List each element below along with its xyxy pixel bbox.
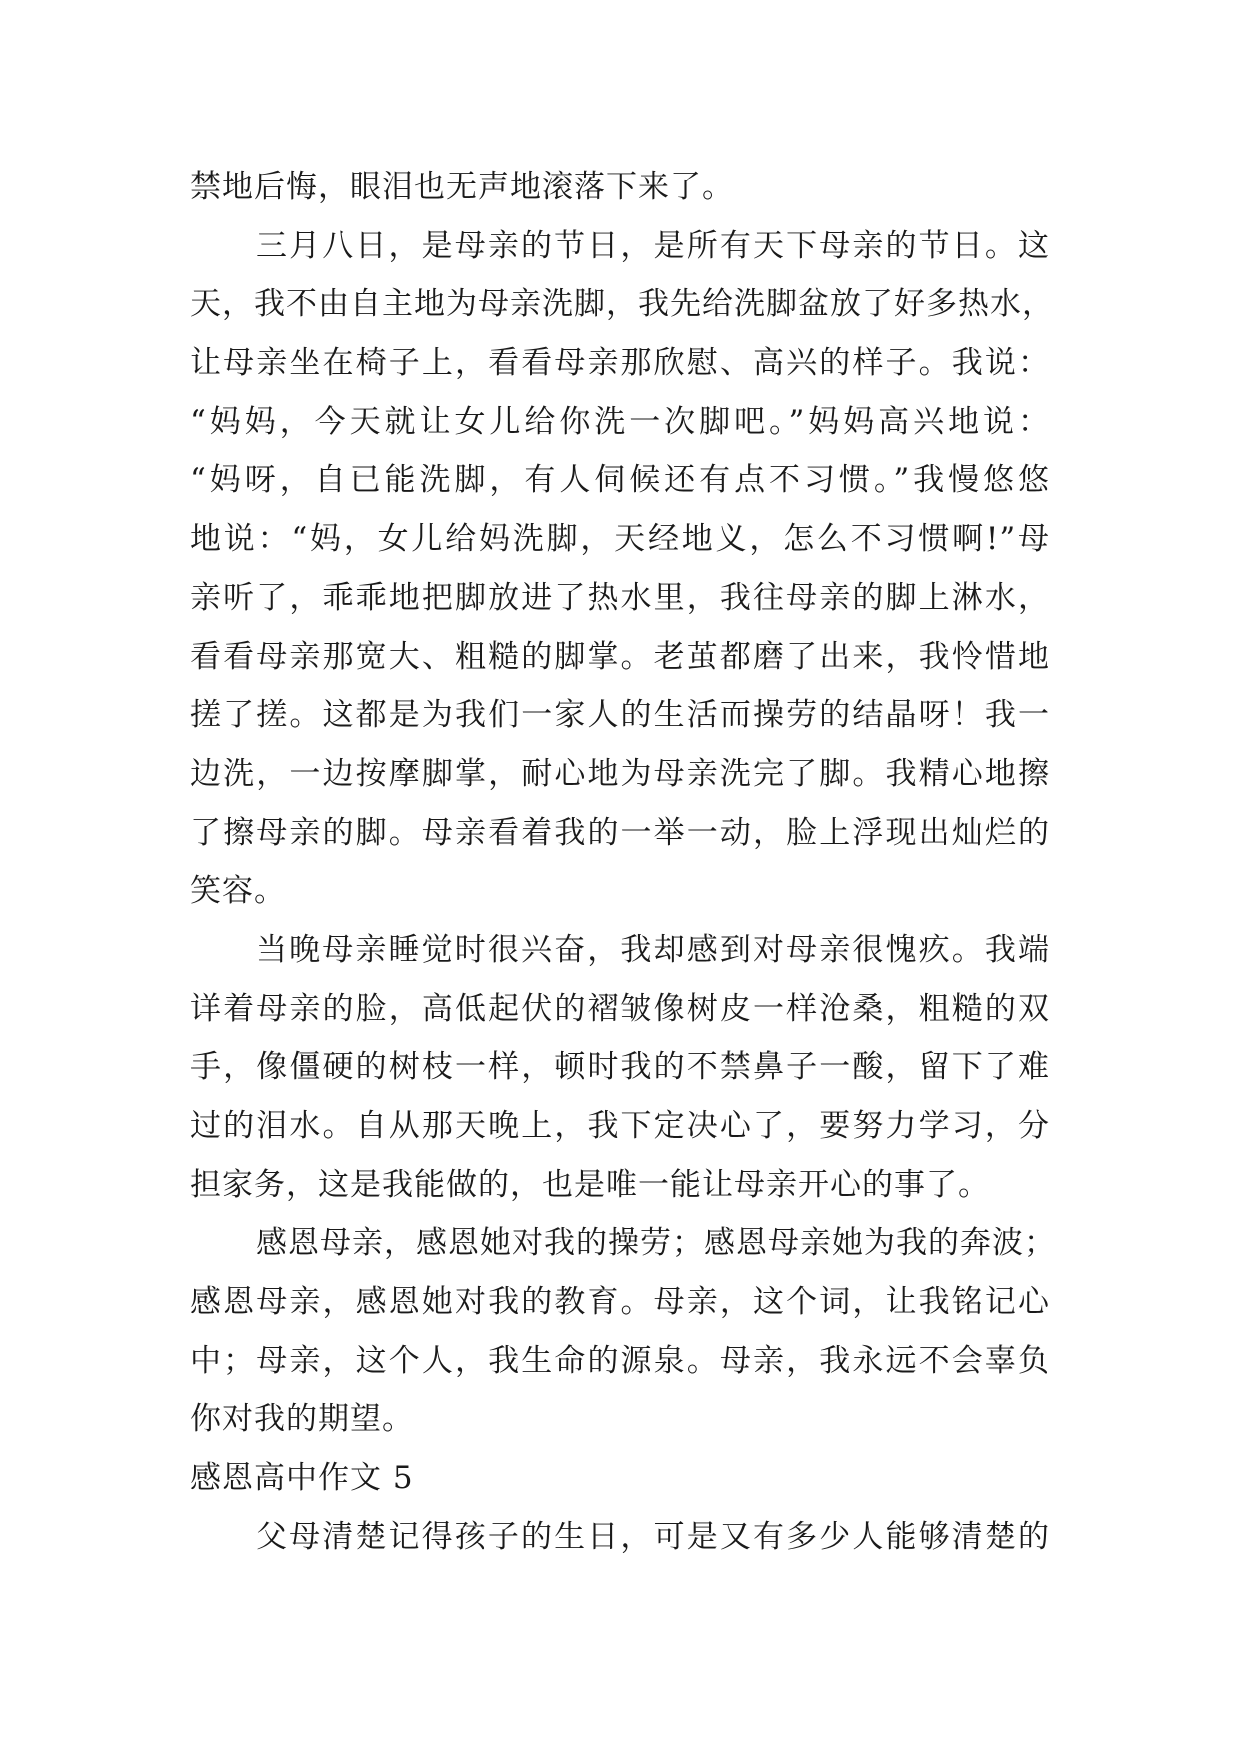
text-line: 感恩母亲，感恩她对我的操劳；感恩母亲她为我的奔波； — [256, 1225, 1056, 1262]
text-line: 担家务，这是我能做的，也是唯一能让母亲开心的事了。 — [190, 1166, 990, 1203]
text-line: 感恩母亲，感恩她对我的教育。母亲，这个词，让我铭记心 — [190, 1284, 1050, 1321]
text-line: 搓了搓。这都是为我们一家人的生活而操劳的结晶呀！我一 — [190, 697, 1050, 734]
text-line: 过的泪水。自从那天晚上，我下定决心了，要努力学习，分 — [190, 1108, 1050, 1144]
text-line: 笑容。 — [190, 873, 286, 910]
text-line: 手，像僵硬的树枝一样，顿时我的不禁鼻子一酸，留下了难 — [190, 1049, 1050, 1086]
text-line: 亲听了，乖乖地把脚放进了热水里，我往母亲的脚上淋水， — [190, 579, 1050, 616]
text-line: 看看母亲那宽大、粗糙的脚掌。老茧都磨了出来，我怜惜地 — [190, 638, 1050, 675]
text-line: 父母清楚记得孩子的生日，可是又有多少人能够清楚的 — [256, 1518, 1050, 1555]
text-line: 三月八日，是母亲的节日，是所有天下母亲的节日。这 — [256, 227, 1050, 264]
text-line: 禁地后悔，眼泪也无声地滚落下来了。 — [190, 169, 734, 205]
text-line: 了擦母亲的脚。母亲看着我的一举一动，脸上浮现出灿烂的 — [190, 814, 1050, 851]
text-line: 你对我的期望。 — [190, 1401, 414, 1438]
text-line: 详着母亲的脸，高低起伏的褶皱像树皮一样沧桑，粗糙的双 — [190, 990, 1050, 1027]
text-line: “妈呀，自已能洗脚，有人伺候还有点不习惯。”我慢悠悠 — [190, 462, 1050, 499]
section-heading: 感恩高中作文 5 — [190, 1460, 414, 1497]
text-line: 中；母亲，这个人，我生命的源泉。母亲，我永远不会辜负 — [190, 1342, 1050, 1379]
text-line: 让母亲坐在椅子上，看看母亲那欣慰、高兴的样子。我说： — [190, 345, 1050, 382]
text-line: 边洗，一边按摩脚掌，耐心地为母亲洗完了脚。我精心地擦 — [190, 755, 1050, 792]
document-body — [190, 158, 1056, 1567]
text-line: 地说：“妈，女儿给妈洗脚，天经地义，怎么不习惯啊!”母 — [190, 521, 1050, 558]
text-line: 当晚母亲睡觉时很兴奋，我却感到对母亲很愧疚。我端 — [256, 931, 1050, 968]
text-line: “妈妈，今天就让女儿给你洗一次脚吧。”妈妈高兴地说： — [190, 403, 1050, 440]
text-line: 天，我不由自主地为母亲洗脚，我先给洗脚盆放了好多热水， — [190, 286, 1054, 323]
